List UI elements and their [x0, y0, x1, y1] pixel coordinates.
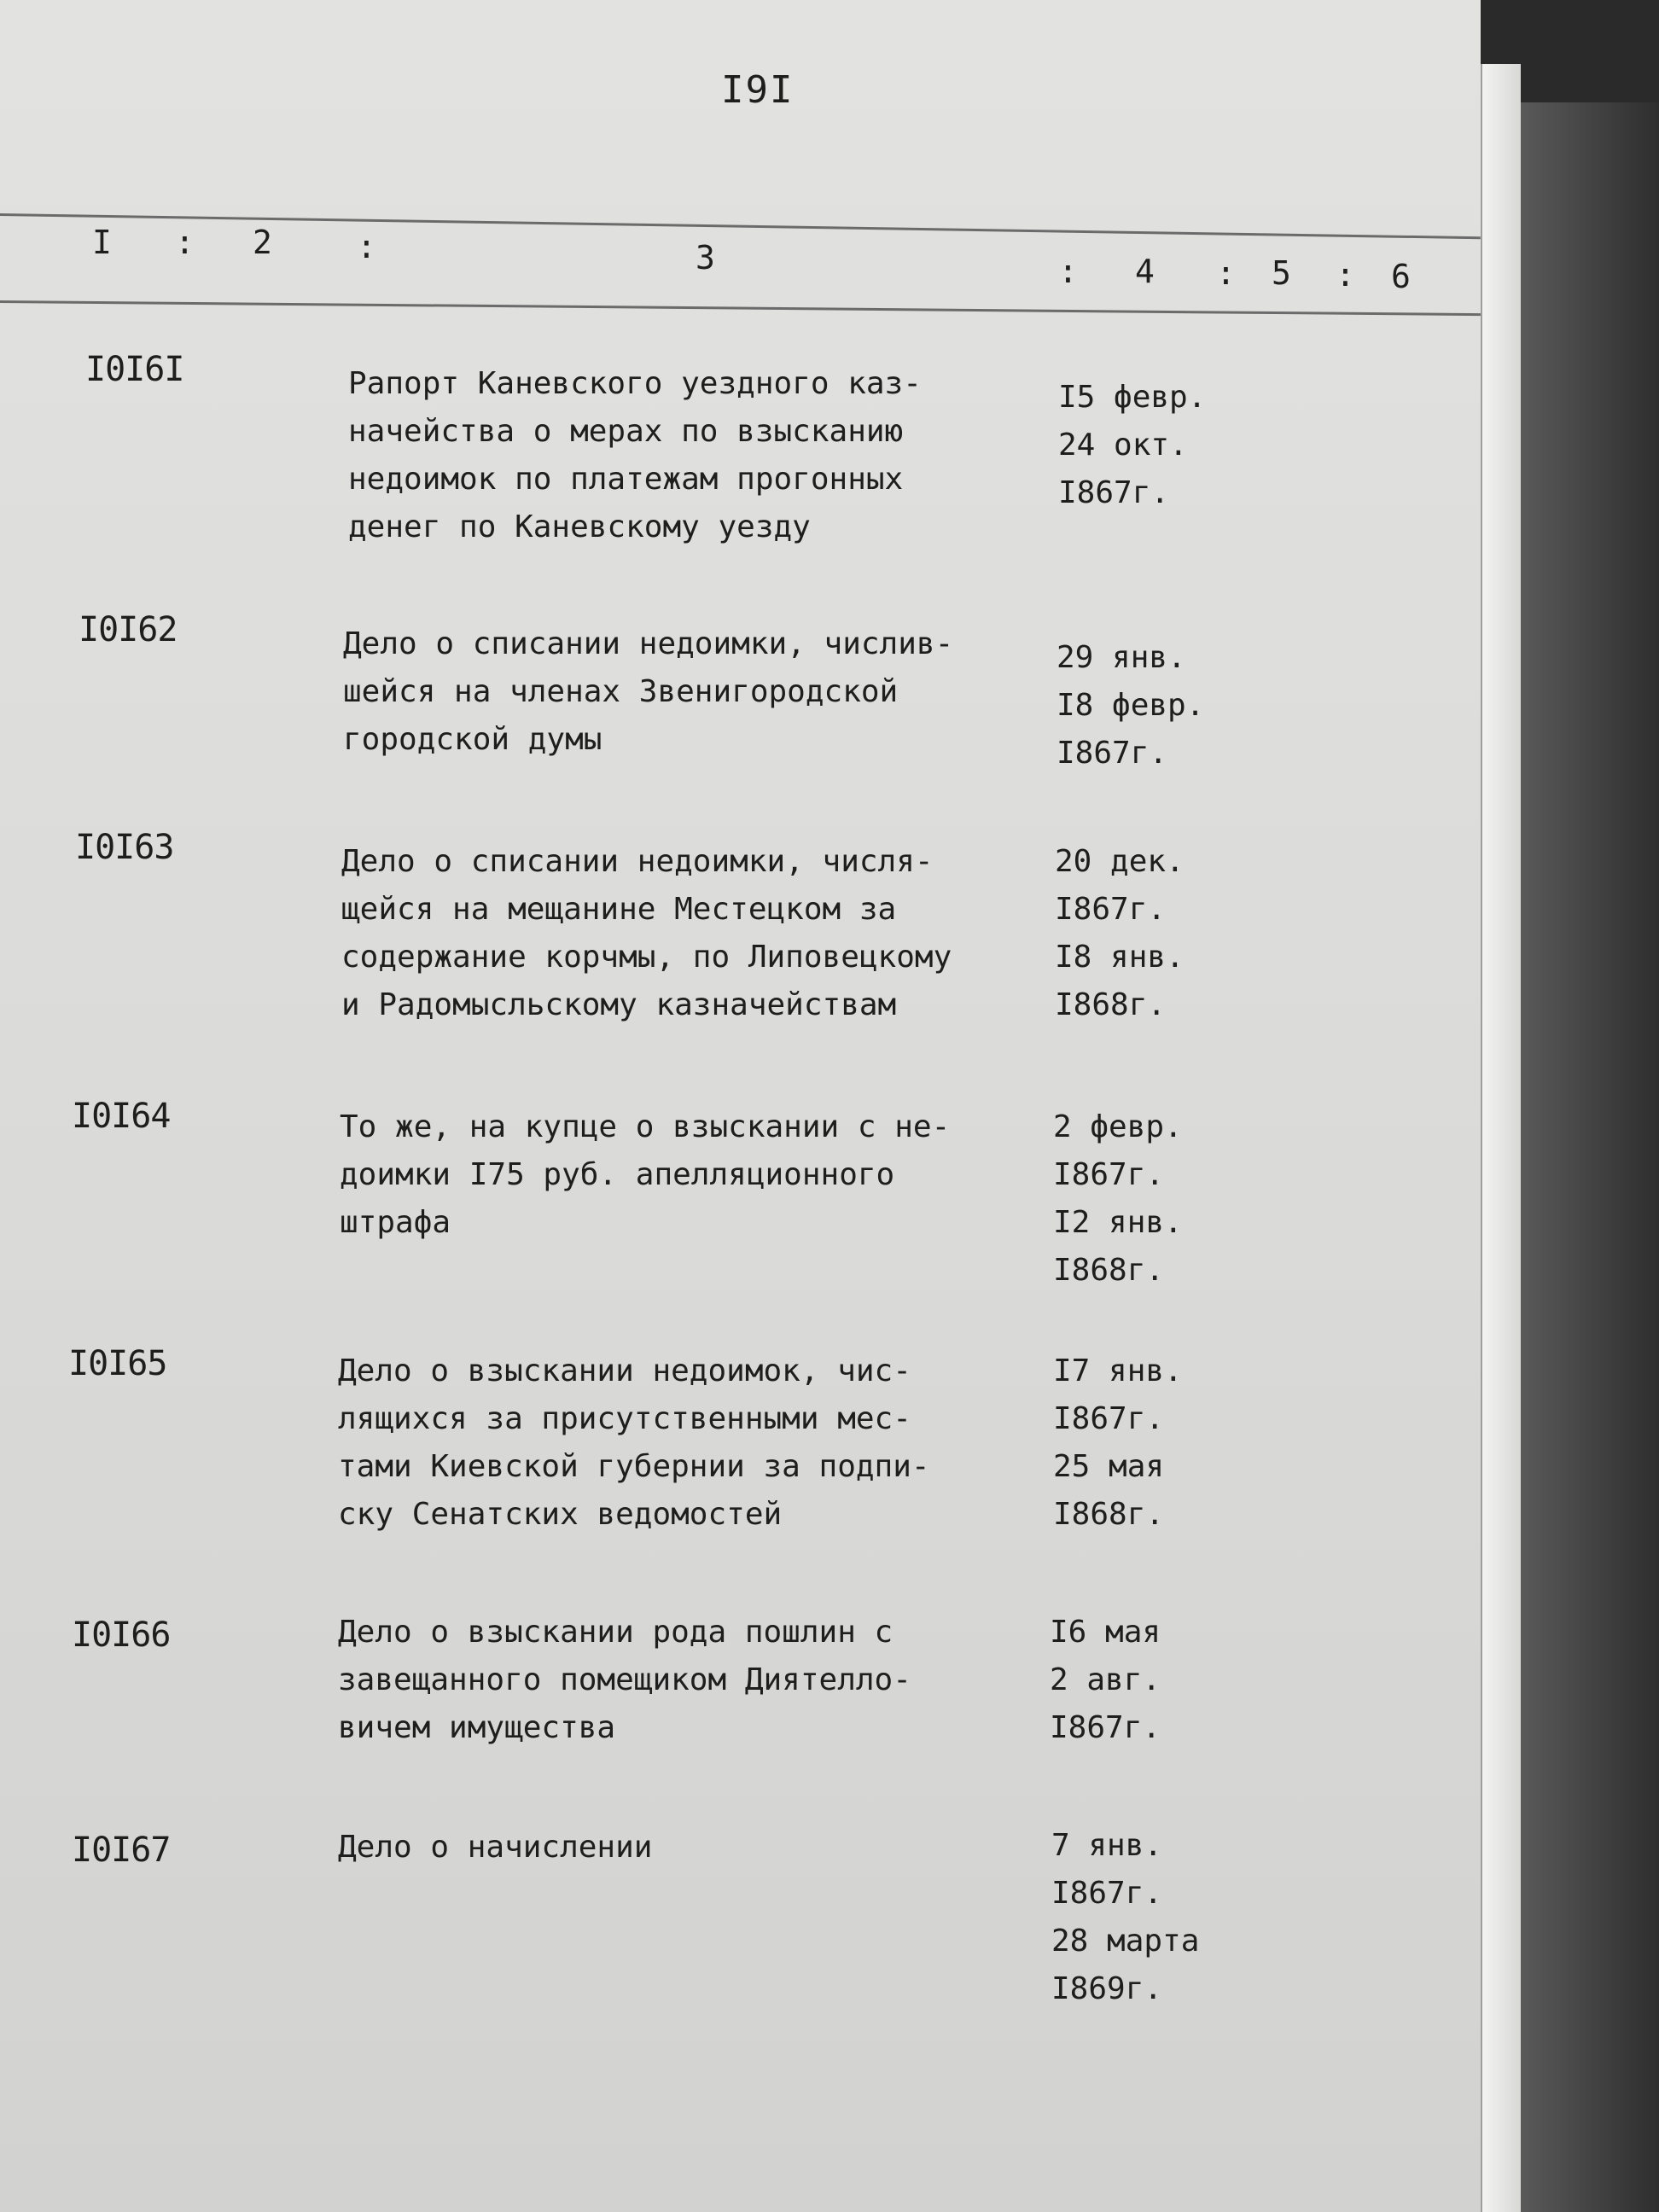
- date-line: 2 февр.: [1053, 1109, 1183, 1144]
- date-line: I7 янв.: [1053, 1353, 1183, 1388]
- page-stack-edge: [1481, 64, 1521, 2212]
- date-line: I869г.: [1051, 1971, 1163, 2006]
- description-line: штрафа: [340, 1205, 451, 1240]
- description-line: завещанного помещиком Диятелло-: [338, 1662, 911, 1697]
- record-dates: [1058, 374, 1206, 517]
- description-line: тами Киевской губернии за подпи-: [338, 1449, 930, 1484]
- date-line: I867г.: [1053, 1401, 1165, 1436]
- column-header-6: 6: [1391, 258, 1411, 295]
- description-line: лящихся за присутственными мес-: [338, 1401, 911, 1436]
- description-line: То же, на купце о взыскании с не-: [340, 1109, 951, 1144]
- date-line: 7 янв.: [1051, 1828, 1163, 1863]
- date-line: I8 февр.: [1057, 688, 1205, 723]
- record-dates: [1057, 634, 1204, 777]
- record-number: I0I6I: [85, 350, 184, 389]
- description-line: начейства о мерах по взысканию: [348, 414, 904, 449]
- description-line: доимки I75 руб. апелляционного: [340, 1157, 895, 1192]
- date-line: 2 авг.: [1050, 1662, 1161, 1697]
- column-separator: :: [1058, 253, 1078, 290]
- date-line: I868г.: [1055, 987, 1167, 1022]
- record-dates: [1051, 1822, 1199, 2013]
- description-line: вичем имущества: [338, 1710, 616, 1745]
- record-dates: [1055, 838, 1185, 1029]
- record-dates: [1053, 1103, 1183, 1295]
- header-rule-bottom: [0, 300, 1481, 316]
- description-line: Дело о начислении: [338, 1830, 653, 1865]
- record-number: I0I66: [72, 1615, 171, 1655]
- description-line: денег по Каневскому уезду: [348, 509, 811, 544]
- date-line: I867г.: [1051, 1876, 1163, 1911]
- date-line: 29 янв.: [1057, 640, 1186, 675]
- record-description: [348, 360, 922, 551]
- date-line: I868г.: [1053, 1497, 1165, 1532]
- date-line: I867г.: [1053, 1157, 1165, 1192]
- date-line: 25 мая: [1053, 1449, 1165, 1484]
- date-line: 24 окт.: [1058, 428, 1188, 463]
- description-line: содержание корчмы, по Липовецкому: [341, 940, 952, 975]
- description-line: Дело о взыскании недоимок, чис-: [338, 1353, 911, 1388]
- record-number: I0I63: [75, 828, 174, 867]
- description-line: Рапорт Каневского уездного каз-: [348, 366, 922, 401]
- description-line: ску Сенатских ведомостей: [338, 1497, 783, 1532]
- description-line: недоимок по платежам прогонных: [348, 462, 904, 497]
- page-stack-shadow: [1519, 102, 1659, 2212]
- date-line: I8 янв.: [1055, 940, 1185, 975]
- column-header-1: I: [92, 224, 112, 261]
- record-dates: [1053, 1348, 1183, 1539]
- record-description: [340, 1103, 950, 1247]
- date-line: I867г.: [1050, 1710, 1161, 1745]
- record-description: [341, 838, 952, 1029]
- record-description: [338, 1609, 911, 1752]
- description-line: городской думы: [343, 722, 602, 757]
- column-header-3: 3: [696, 239, 715, 276]
- date-line: I5 февр.: [1058, 380, 1207, 415]
- date-line: I867г.: [1058, 475, 1170, 510]
- record-number: I0I67: [72, 1831, 171, 1870]
- description-line: щейся на мещанине Местецком за: [341, 892, 897, 927]
- date-line: I6 мая: [1050, 1615, 1161, 1650]
- column-header-2: 2: [253, 224, 272, 261]
- column-separator: :: [1336, 256, 1355, 294]
- column-separator: :: [357, 228, 376, 265]
- description-line: и Радомысльскому казначействам: [341, 987, 897, 1022]
- description-line: Дело о списании недоимки, числя-: [341, 844, 934, 879]
- date-line: I867г.: [1057, 736, 1168, 771]
- description-line: Дело о взыскании рода пошлин с: [338, 1615, 894, 1650]
- description-line: Дело о списании недоимки, числив-: [343, 626, 954, 661]
- date-line: 28 марта: [1051, 1924, 1200, 1959]
- record-description: [338, 1348, 930, 1539]
- date-line: I868г.: [1053, 1253, 1165, 1288]
- record-number: I0I64: [72, 1097, 171, 1136]
- date-line: I867г.: [1055, 892, 1167, 927]
- record-number: I0I62: [79, 610, 178, 649]
- record-description: [343, 620, 953, 764]
- record-dates: [1050, 1609, 1161, 1752]
- date-line: I2 янв.: [1053, 1205, 1183, 1240]
- date-line: 20 дек.: [1055, 844, 1185, 879]
- record-number: I0I65: [68, 1344, 167, 1383]
- column-separator: :: [1216, 254, 1236, 292]
- column-separator: :: [175, 224, 195, 261]
- description-line: шейся на членах Звенигородской: [343, 674, 899, 709]
- record-description: [338, 1824, 652, 1871]
- page-number: I9I: [721, 68, 795, 112]
- column-header-4: 4: [1135, 253, 1155, 290]
- column-header-5: 5: [1272, 254, 1291, 292]
- header-rule-top: [0, 213, 1481, 239]
